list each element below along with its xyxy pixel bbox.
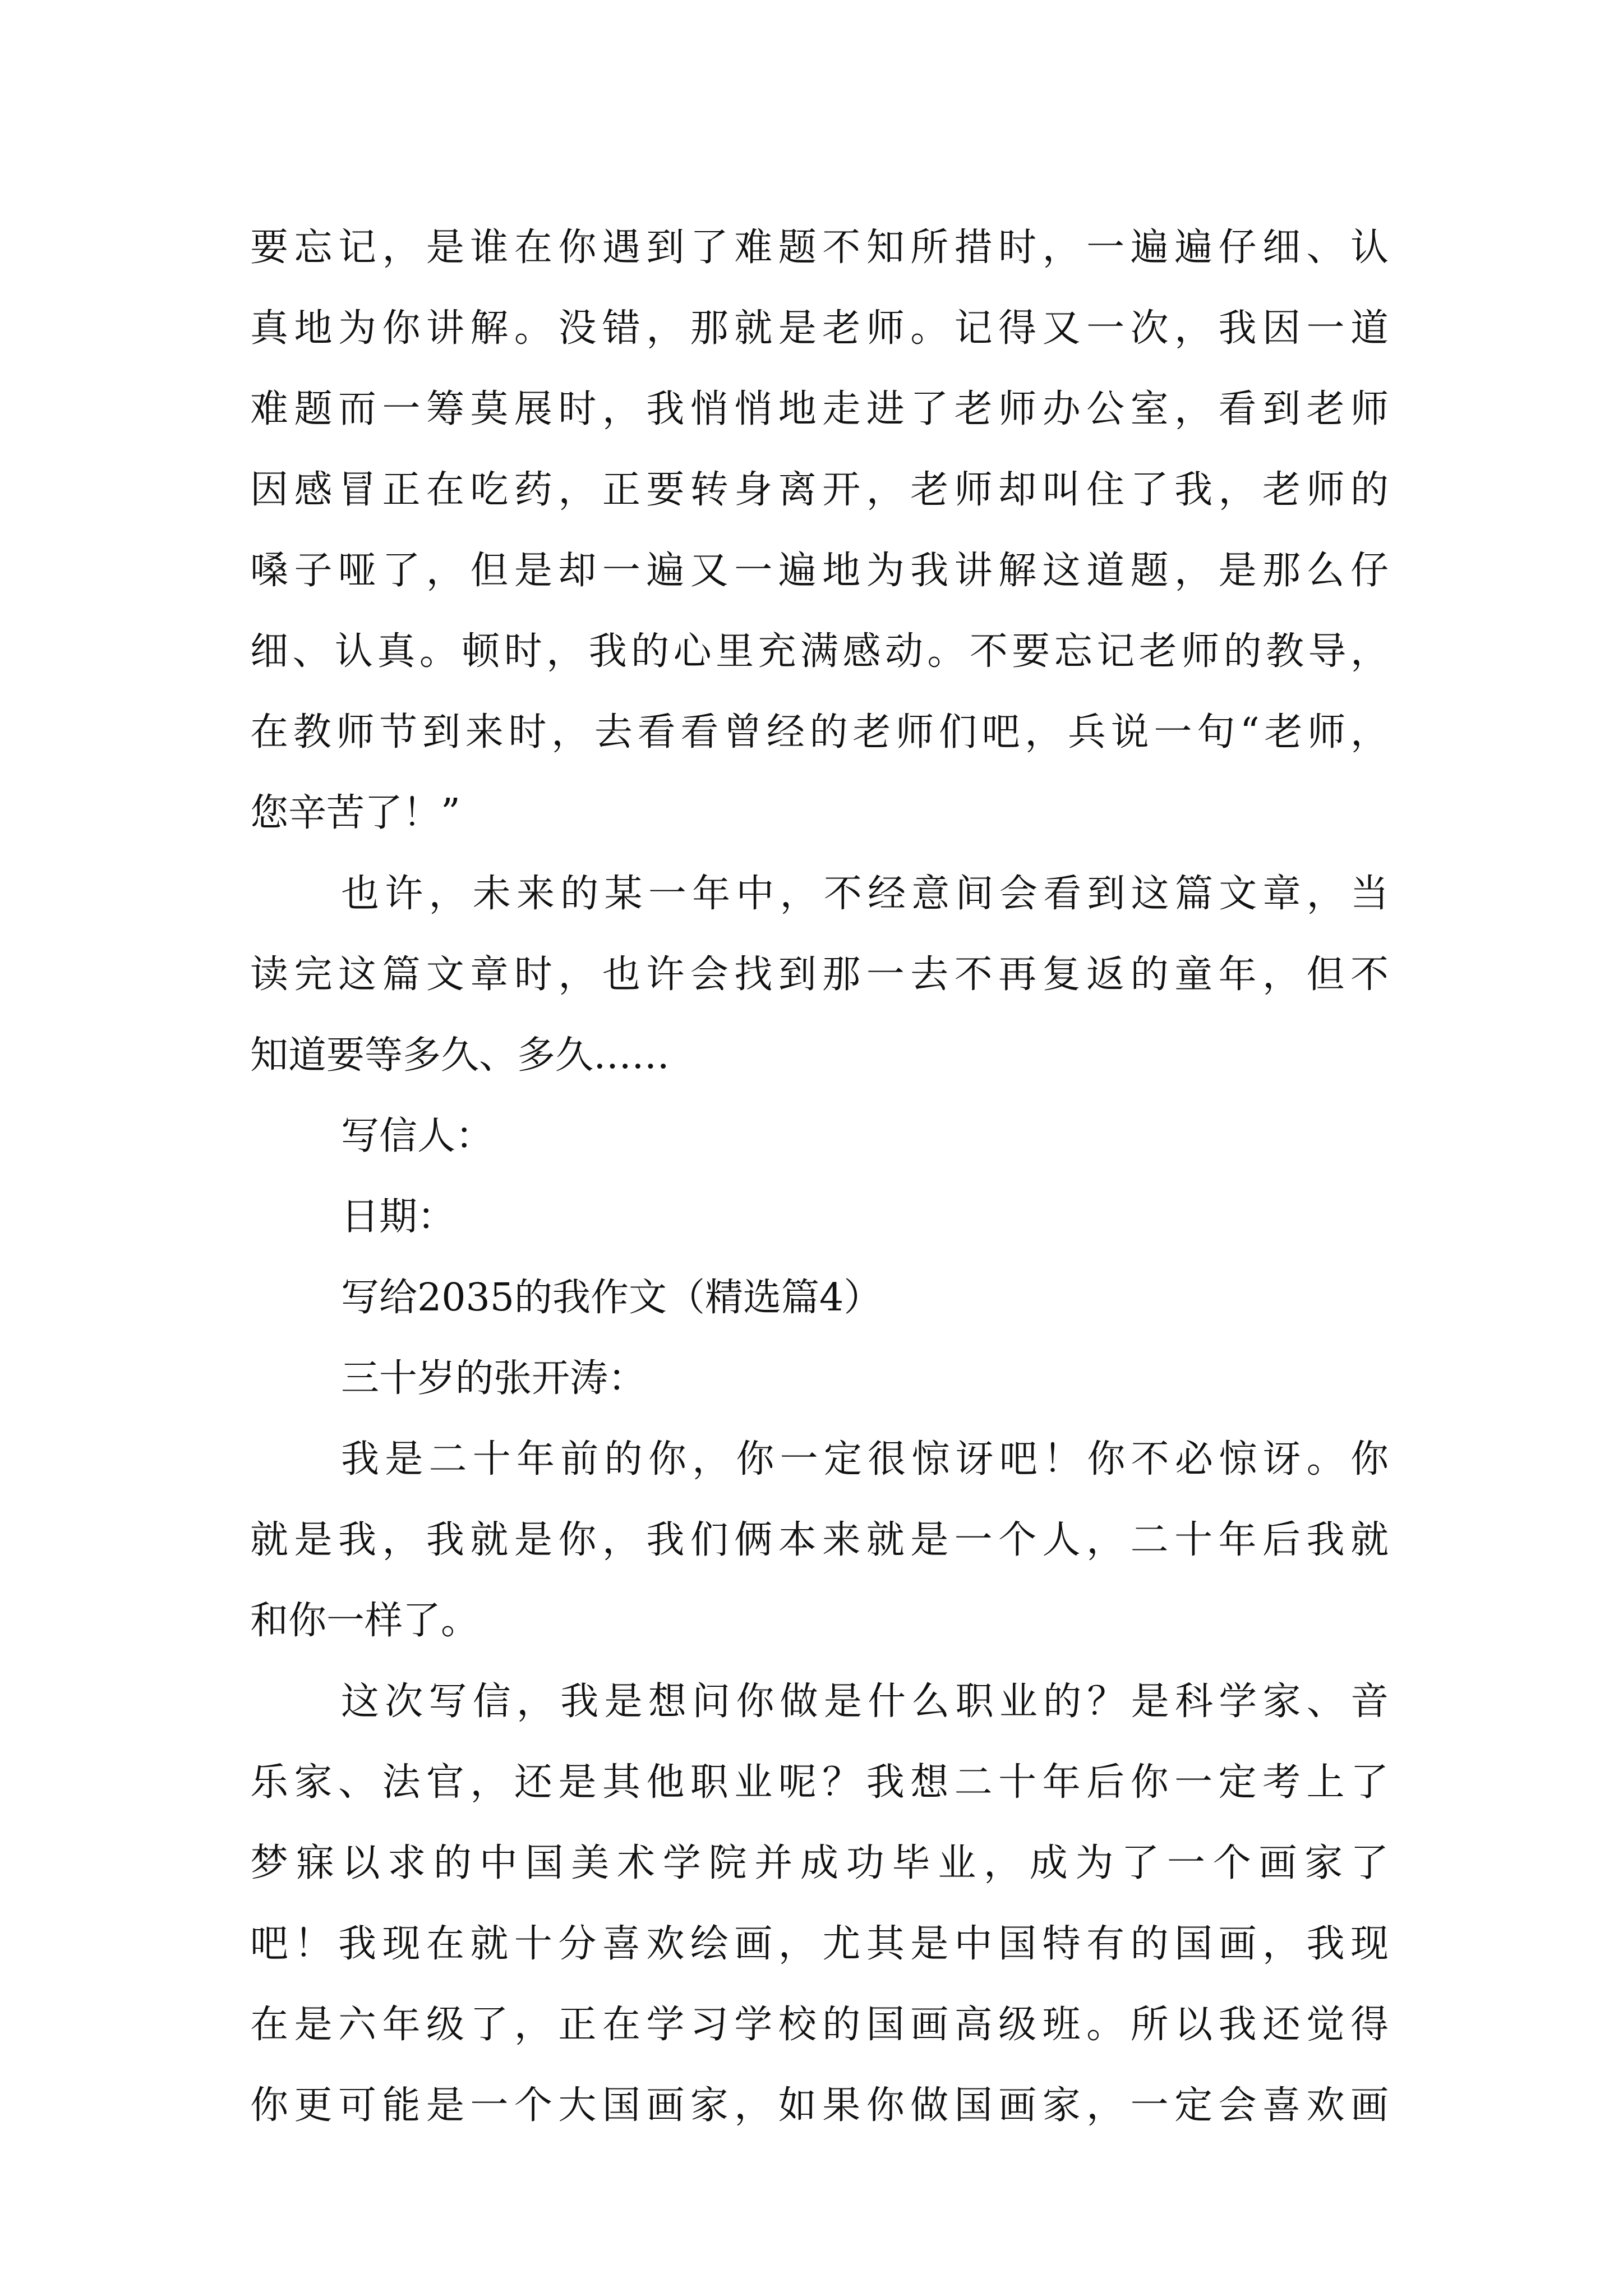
paragraph-line: 您辛苦了！” xyxy=(250,791,460,835)
paragraph-line: 难题而一筹莫展时，我悄悄地走进了老师办公室，看到老师 xyxy=(250,387,1389,431)
paragraph-line: 就是我，我就是你，我们俩本来就是一个人，二十年后我就 xyxy=(250,1518,1389,1562)
paragraph-line: 在教师节到来时，去看看曾经的老师们吧，兵说一句“老师， xyxy=(250,710,1389,754)
date-label: 日期： xyxy=(341,1195,456,1239)
paragraph-line: 真地为你讲解。没错，那就是老师。记得又一次，我因一道 xyxy=(250,306,1389,351)
salutation: 三十岁的张开涛： xyxy=(341,1356,647,1401)
paragraph-line: 在是六年级了，正在学习学校的国画高级班。所以我还觉得 xyxy=(250,2003,1389,2047)
paragraph-line: 和你一样了。 xyxy=(250,1599,479,1643)
paragraph-line: 嗓子哑了，但是却一遍又一遍地为我讲解这道题，是那么仔 xyxy=(250,549,1389,593)
paragraph-line: 梦寐以求的中国美术学院并成功毕业，成为了一个画家了 xyxy=(250,1841,1389,1885)
paragraph-line: 读完这篇文章时，也许会找到那一去不再复返的童年，但不 xyxy=(250,953,1389,997)
paragraph-line: 吧！我现在就十分喜欢绘画，尤其是中国特有的国画，我现 xyxy=(250,1922,1389,1966)
paragraph-line: 细、认真。顿时，我的心里充满感动。不要忘记老师的教导， xyxy=(250,629,1389,674)
paragraph-line: 因感冒正在吃药，正要转身离开，老师却叫住了我，老师的 xyxy=(250,468,1389,512)
paragraph-line: 知道要等多久、多久…… xyxy=(250,1033,670,1078)
paragraph-line: 我是二十年前的你，你一定很惊讶吧！你不必惊讶。你 xyxy=(341,1437,1389,1481)
paragraph-line: 也许，未来的某一年中，不经意间会看到这篇文章，当 xyxy=(341,872,1389,916)
paragraph-line: 你更可能是一个大国画家，如果你做国画家，一定会喜欢画 xyxy=(250,2083,1389,2128)
signature-label: 写信人： xyxy=(341,1114,494,1158)
paragraph-line: 这次写信，我是想问你做是什么职业的？是科学家、音 xyxy=(341,1680,1389,1724)
paragraph-line: 要忘记，是谁在你遇到了难题不知所措时，一遍遍仔细、认 xyxy=(250,226,1389,270)
section-title: 写给2035的我作文（精选篇4） xyxy=(341,1276,882,1320)
paragraph-line: 乐家、法官，还是其他职业呢？我想二十年后你一定考上了 xyxy=(250,1760,1389,1805)
